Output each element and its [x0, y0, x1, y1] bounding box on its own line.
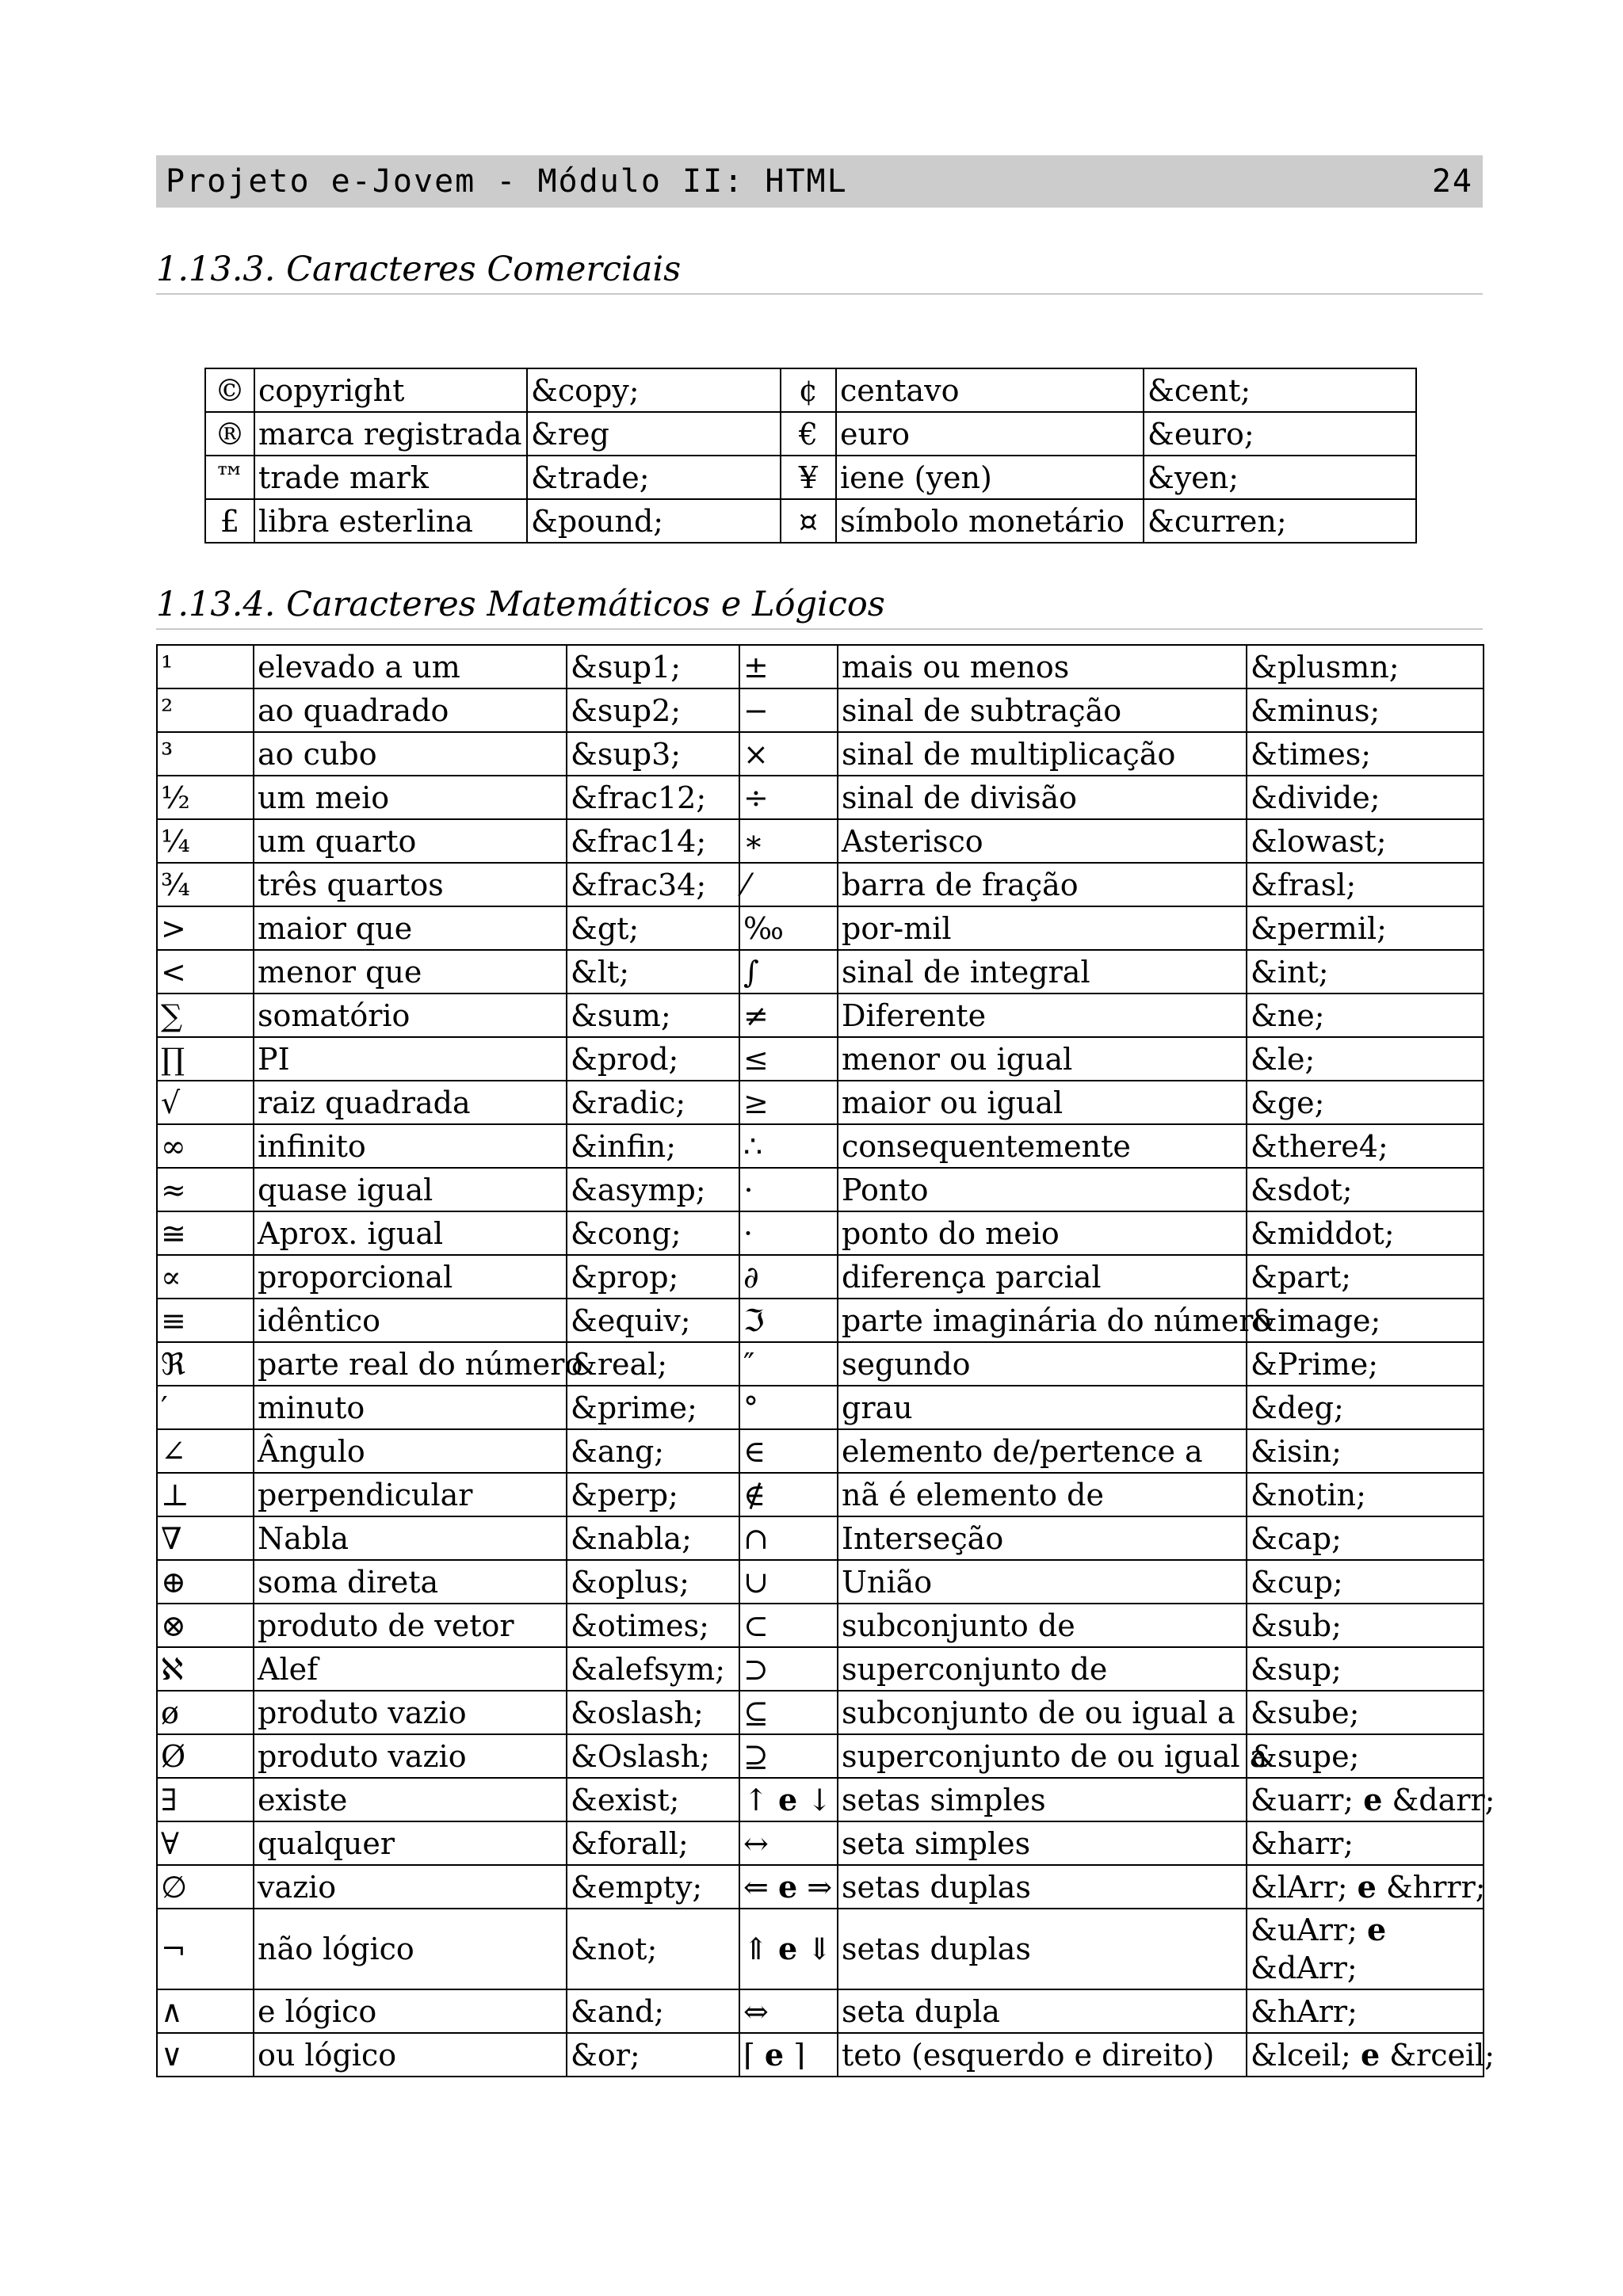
name-cell: subconjunto de ou igual a — [838, 1691, 1247, 1734]
name-cell: qualquer — [254, 1821, 567, 1865]
symbol-pair-cell-part-a: ↑ — [743, 1782, 769, 1817]
name-cell: União — [838, 1560, 1247, 1604]
entity-cell: &notin; — [1247, 1473, 1484, 1516]
symbol-cell: − — [739, 688, 838, 732]
entity-cell: &curren; — [1144, 499, 1416, 543]
table-row — [205, 499, 1416, 543]
name-cell: ao quadrado — [254, 688, 567, 732]
entity-cell: &sube; — [1247, 1691, 1484, 1734]
name-cell: somatório — [254, 994, 567, 1037]
name-cell: produto vazio — [254, 1734, 567, 1778]
symbol-pair-cell — [739, 2033, 838, 2077]
name-cell: libra esterlina — [254, 499, 527, 543]
name-cell: ao cubo — [254, 732, 567, 776]
symbol-pair-cell — [739, 1778, 838, 1821]
name-cell: Diferente — [838, 994, 1247, 1037]
name-cell: idêntico — [254, 1299, 567, 1342]
symbol-cell: ⊥ — [157, 1473, 254, 1516]
symbol-cell: ™ — [205, 456, 254, 499]
symbol-pair-cell-part-b: ⇓ — [807, 1932, 833, 1966]
conjunction-text: e — [777, 1868, 798, 1905]
entity-pair-cell — [1247, 1778, 1495, 1821]
name-cell: mais ou menos — [838, 645, 1247, 688]
name-cell: Interseção — [838, 1516, 1247, 1560]
entity-cell: &permil; — [1247, 906, 1484, 950]
entity-cell: &oslash; — [567, 1691, 739, 1734]
symbol-cell: ∴ — [739, 1124, 838, 1168]
name-cell: setas duplas — [838, 1865, 1247, 1909]
entity-cell: &sum; — [567, 994, 739, 1037]
table-row — [157, 1473, 1484, 1516]
name-cell: segundo — [838, 1342, 1247, 1386]
symbol-cell: ℵ — [157, 1647, 254, 1691]
entity-cell: &asymp; — [567, 1168, 739, 1211]
symbol-cell: ℑ — [739, 1299, 838, 1342]
table-row — [205, 368, 1416, 412]
symbol-cell: ∅ — [157, 1865, 254, 1909]
symbol-cell: ∉ — [739, 1473, 838, 1516]
symbol-cell: ⊃ — [739, 1647, 838, 1691]
entity-cell: &euro; — [1144, 412, 1416, 456]
entity-cell: &perp; — [567, 1473, 739, 1516]
name-cell: um quarto — [254, 819, 567, 863]
table-row — [157, 906, 1484, 950]
entity-pair-cell-part-a: &uArr; — [1251, 1913, 1358, 1947]
symbol-cell: ∝ — [157, 1255, 254, 1299]
name-cell: produto de vetor — [254, 1604, 567, 1647]
entity-cell: &equiv; — [567, 1299, 739, 1342]
name-cell: sinal de multiplicação — [838, 732, 1247, 776]
name-cell: parte real do número — [254, 1342, 567, 1386]
table-row — [157, 1734, 1484, 1778]
entity-cell: &there4; — [1247, 1124, 1484, 1168]
table-caracteres-matematicos — [156, 644, 1495, 2077]
entity-cell: &otimes; — [567, 1604, 739, 1647]
name-cell: teto (esquerdo e direito) — [838, 2033, 1247, 2077]
name-cell: Nabla — [254, 1516, 567, 1560]
table-row — [157, 1909, 1484, 1989]
entity-cell: &deg; — [1247, 1386, 1484, 1429]
name-cell: marca registrada — [254, 412, 527, 456]
table-row — [157, 1037, 1484, 1081]
name-cell: grau — [838, 1386, 1247, 1429]
entity-cell: &ge; — [1247, 1081, 1484, 1124]
name-cell: Ângulo — [254, 1429, 567, 1473]
name-cell: maior ou igual — [838, 1081, 1247, 1124]
name-cell: trade mark — [254, 456, 527, 499]
entity-cell: &or; — [567, 2033, 739, 2077]
symbol-pair-cell — [739, 1909, 838, 1989]
symbol-cell: ⊗ — [157, 1604, 254, 1647]
entity-pair-cell-part-b: &hrrr; — [1385, 1869, 1486, 1905]
name-cell: quase igual — [254, 1168, 567, 1211]
symbol-cell: ¼ — [157, 819, 254, 863]
symbol-cell: ∠ — [157, 1429, 254, 1473]
name-cell: raiz quadrada — [254, 1081, 567, 1124]
table-row — [157, 994, 1484, 1037]
table-row — [157, 645, 1484, 688]
symbol-cell: ″ — [739, 1342, 838, 1386]
entity-cell: &ang; — [567, 1429, 739, 1473]
symbol-cell: ° — [739, 1386, 838, 1429]
entity-cell: &lowast; — [1247, 819, 1484, 863]
entity-cell: &isin; — [1247, 1429, 1484, 1473]
table-row — [157, 1386, 1484, 1429]
symbol-cell: ≅ — [157, 1211, 254, 1255]
name-cell: barra de fração — [838, 863, 1247, 906]
symbol-cell: ≤ — [739, 1037, 838, 1081]
conjunction-text: e — [777, 1781, 798, 1817]
entity-cell: &alefsym; — [567, 1647, 739, 1691]
name-cell: minuto — [254, 1386, 567, 1429]
symbol-cell: Ø — [157, 1734, 254, 1778]
entity-cell: &and; — [567, 1989, 739, 2033]
table-row — [157, 1865, 1484, 1909]
table-row — [157, 1604, 1484, 1647]
entity-cell: &pound; — [527, 499, 781, 543]
table-row — [157, 1560, 1484, 1604]
symbol-cell: ø — [157, 1691, 254, 1734]
table-row — [157, 1299, 1484, 1342]
symbol-cell: ∫ — [739, 950, 838, 994]
entity-cell: &sup; — [1247, 1647, 1484, 1691]
symbol-cell: ∀ — [157, 1821, 254, 1865]
table-row — [157, 1516, 1484, 1560]
entity-cell: &plusmn; — [1247, 645, 1484, 688]
table-row — [205, 412, 1416, 456]
name-cell: símbolo monetário — [836, 499, 1144, 543]
symbol-cell: ¹ — [157, 645, 254, 688]
name-cell: consequentemente — [838, 1124, 1247, 1168]
symbol-cell: > — [157, 906, 254, 950]
symbol-pair-cell-part-b: ⌉ — [793, 2037, 806, 2073]
name-cell: Aprox. igual — [254, 1211, 567, 1255]
entity-cell: &hArr; — [1247, 1989, 1484, 2033]
entity-pair-cell-part-b: &rceil; — [1389, 2037, 1495, 2073]
entity-pair-cell — [1247, 2033, 1495, 2077]
entity-cell: &sup3; — [567, 732, 739, 776]
entity-cell: &prop; — [567, 1255, 739, 1299]
symbol-cell: ∩ — [739, 1516, 838, 1560]
name-cell: um meio — [254, 776, 567, 819]
symbol-cell: ∪ — [739, 1560, 838, 1604]
symbol-cell: ½ — [157, 776, 254, 819]
header-title: Projeto e-Jovem - Módulo II: HTML — [166, 163, 848, 200]
symbol-cell: ∂ — [739, 1255, 838, 1299]
entity-cell: &not; — [567, 1909, 739, 1989]
entity-pair-cell — [1247, 1865, 1484, 1909]
symbol-cell: ⋅ — [739, 1168, 838, 1211]
entity-cell: &forall; — [567, 1821, 739, 1865]
entity-cell: &cap; — [1247, 1516, 1484, 1560]
name-cell: menor ou igual — [838, 1037, 1247, 1081]
symbol-cell: ∃ — [157, 1778, 254, 1821]
symbol-cell: ∈ — [739, 1429, 838, 1473]
entity-cell: &middot; — [1247, 1211, 1484, 1255]
symbol-cell: ∞ — [157, 1124, 254, 1168]
entity-pair-cell-part-b: &dArr; — [1251, 1951, 1358, 1985]
symbol-cell: ÷ — [739, 776, 838, 819]
name-cell: seta simples — [838, 1821, 1247, 1865]
page-number: 24 — [1431, 163, 1473, 200]
symbol-cell: ⊇ — [739, 1734, 838, 1778]
entity-cell: &radic; — [567, 1081, 739, 1124]
table-row — [157, 732, 1484, 776]
table-row — [157, 1821, 1484, 1865]
symbol-cell: ℜ — [157, 1342, 254, 1386]
table-row — [157, 688, 1484, 732]
table-row — [157, 1081, 1484, 1124]
symbol-cell: ⁄ — [739, 863, 838, 906]
name-cell: não lógico — [254, 1909, 567, 1989]
entity-cell: &Oslash; — [567, 1734, 739, 1778]
entity-cell: &nabla; — [567, 1516, 739, 1560]
entity-cell: &ne; — [1247, 994, 1484, 1037]
entity-cell: &le; — [1247, 1037, 1484, 1081]
name-cell: diferença parcial — [838, 1255, 1247, 1299]
table-row — [157, 1255, 1484, 1299]
entity-cell: &sdot; — [1247, 1168, 1484, 1211]
conjunction-text: e — [777, 1931, 798, 1966]
symbol-pair-cell — [739, 1865, 838, 1909]
name-cell: setas simples — [838, 1778, 1247, 1821]
name-cell: existe — [254, 1778, 567, 1821]
entity-cell: &frac12; — [567, 776, 739, 819]
name-cell: elemento de/pertence a — [838, 1429, 1247, 1473]
name-cell: nã é elemento de — [838, 1473, 1247, 1516]
symbol-cell: ≥ — [739, 1081, 838, 1124]
name-cell: sinal de subtração — [838, 688, 1247, 732]
symbol-cell: ∗ — [739, 819, 838, 863]
name-cell: ponto do meio — [838, 1211, 1247, 1255]
symbol-cell: ⊕ — [157, 1560, 254, 1604]
name-cell: iene (yen) — [836, 456, 1144, 499]
entity-pair-cell-part-b: &darr; — [1392, 1782, 1495, 1817]
name-cell: e lógico — [254, 1989, 567, 2033]
symbol-cell: ¤ — [781, 499, 836, 543]
entity-cell: &gt; — [567, 906, 739, 950]
table-row — [157, 1647, 1484, 1691]
name-cell: perpendicular — [254, 1473, 567, 1516]
section-title-matematicos: 1.13.4. Caracteres Matemáticos e Lógicos — [156, 582, 1483, 630]
symbol-cell: ∨ — [157, 2033, 254, 2077]
symbol-cell: ⊆ — [739, 1691, 838, 1734]
table-row — [157, 1211, 1484, 1255]
symbol-cell: ≈ — [157, 1168, 254, 1211]
symbol-cell: ⇔ — [739, 1989, 838, 2033]
entity-cell: &copy; — [527, 368, 781, 412]
symbol-cell: ± — [739, 645, 838, 688]
symbol-cell: ® — [205, 412, 254, 456]
symbol-pair-cell-part-a: ⌈ — [743, 2037, 755, 2073]
entity-pair-cell — [1247, 1909, 1484, 1989]
entity-cell: &part; — [1247, 1255, 1484, 1299]
symbol-cell: < — [157, 950, 254, 994]
symbol-pair-cell-part-b: ↓ — [807, 1782, 833, 1817]
name-cell: menor que — [254, 950, 567, 994]
name-cell: subconjunto de — [838, 1604, 1247, 1647]
table-row — [157, 1124, 1484, 1168]
entity-cell: &sub; — [1247, 1604, 1484, 1647]
page-header — [156, 155, 1483, 208]
symbol-pair-cell-part-a: ⇑ — [743, 1932, 769, 1966]
table-row — [157, 2033, 1484, 2077]
name-cell: três quartos — [254, 863, 567, 906]
conjunction-text: e — [1360, 2036, 1381, 2073]
entity-cell: &image; — [1247, 1299, 1484, 1342]
table-row — [157, 1429, 1484, 1473]
symbol-cell: ∑ — [157, 994, 254, 1037]
symbol-cell: ¬ — [157, 1909, 254, 1989]
entity-cell: &cup; — [1247, 1560, 1484, 1604]
entity-cell: &harr; — [1247, 1821, 1484, 1865]
symbol-cell: ∏ — [157, 1037, 254, 1081]
table-row — [157, 863, 1484, 906]
table-row — [157, 1691, 1484, 1734]
name-cell: por-mil — [838, 906, 1247, 950]
symbol-cell: ¥ — [781, 456, 836, 499]
symbol-cell: ² — [157, 688, 254, 732]
name-cell: soma direta — [254, 1560, 567, 1604]
name-cell: superconjunto de ou igual a — [838, 1734, 1247, 1778]
entity-cell: &int; — [1247, 950, 1484, 994]
entity-cell: &divide; — [1247, 776, 1484, 819]
name-cell: sinal de integral — [838, 950, 1247, 994]
name-cell: maior que — [254, 906, 567, 950]
symbol-cell: ∇ — [157, 1516, 254, 1560]
entity-cell: &frasl; — [1247, 863, 1484, 906]
name-cell: Asterisco — [838, 819, 1247, 863]
symbol-cell: ⊂ — [739, 1604, 838, 1647]
entity-cell: &Prime; — [1247, 1342, 1484, 1386]
table-row — [157, 1778, 1484, 1821]
symbol-pair-cell-part-a: ⇐ — [743, 1869, 769, 1905]
entity-pair-cell-part-a: &lceil; — [1251, 2037, 1351, 2073]
name-cell: PI — [254, 1037, 567, 1081]
entity-cell: &yen; — [1144, 456, 1416, 499]
table-row — [157, 1989, 1484, 2033]
symbol-cell: £ — [205, 499, 254, 543]
name-cell: centavo — [836, 368, 1144, 412]
entity-cell: &minus; — [1247, 688, 1484, 732]
entity-cell: &cent; — [1144, 368, 1416, 412]
table-row — [205, 456, 1416, 499]
name-cell: ou lógico — [254, 2033, 567, 2077]
entity-cell: &trade; — [527, 456, 781, 499]
entity-cell: &cong; — [567, 1211, 739, 1255]
symbol-cell: ∧ — [157, 1989, 254, 2033]
entity-cell: &prime; — [567, 1386, 739, 1429]
symbol-cell: × — [739, 732, 838, 776]
entity-cell: &times; — [1247, 732, 1484, 776]
entity-cell: &reg — [527, 412, 781, 456]
entity-cell: &sup1; — [567, 645, 739, 688]
section-title-comerciais: 1.13.3. Caracteres Comerciais — [156, 247, 1483, 295]
entity-cell: &real; — [567, 1342, 739, 1386]
entity-pair-cell-part-a: &lArr; — [1251, 1869, 1348, 1905]
symbol-cell: · — [739, 1211, 838, 1255]
name-cell: setas duplas — [838, 1909, 1247, 1989]
name-cell: infinito — [254, 1124, 567, 1168]
conjunction-text: e — [1363, 1781, 1383, 1817]
symbol-pair-cell-part-b: ⇒ — [807, 1869, 833, 1905]
entity-cell: &supe; — [1247, 1734, 1484, 1778]
table-row — [157, 950, 1484, 994]
entity-cell: &frac14; — [567, 819, 739, 863]
symbol-cell: ≠ — [739, 994, 838, 1037]
entity-cell: &infin; — [567, 1124, 739, 1168]
symbol-cell: © — [205, 368, 254, 412]
table-row — [157, 776, 1484, 819]
symbol-cell: € — [781, 412, 836, 456]
table-row — [157, 1168, 1484, 1211]
name-cell: vazio — [254, 1865, 567, 1909]
entity-cell: &lt; — [567, 950, 739, 994]
name-cell: Alef — [254, 1647, 567, 1691]
entity-cell: &oplus; — [567, 1560, 739, 1604]
entity-pair-cell-part-a: &uarr; — [1251, 1782, 1354, 1817]
name-cell: produto vazio — [254, 1691, 567, 1734]
name-cell: parte imaginária do número — [838, 1299, 1247, 1342]
entity-cell: &empty; — [567, 1865, 739, 1909]
symbol-cell: ‰ — [739, 906, 838, 950]
symbol-cell: ¾ — [157, 863, 254, 906]
table-row — [157, 819, 1484, 863]
entity-cell: &prod; — [567, 1037, 739, 1081]
name-cell: Ponto — [838, 1168, 1247, 1211]
name-cell: superconjunto de — [838, 1647, 1247, 1691]
name-cell: sinal de divisão — [838, 776, 1247, 819]
name-cell: euro — [836, 412, 1144, 456]
entity-cell: &exist; — [567, 1778, 739, 1821]
name-cell: elevado a um — [254, 645, 567, 688]
entity-cell: &sup2; — [567, 688, 739, 732]
symbol-cell: ′ — [157, 1386, 254, 1429]
symbol-cell: ≡ — [157, 1299, 254, 1342]
name-cell: proporcional — [254, 1255, 567, 1299]
conjunction-text: e — [1366, 1912, 1387, 1947]
symbol-cell: √ — [157, 1081, 254, 1124]
symbol-cell: ³ — [157, 732, 254, 776]
symbol-cell: ↔ — [739, 1821, 838, 1865]
symbol-cell: ¢ — [781, 368, 836, 412]
conjunction-text: e — [764, 2036, 785, 2073]
entity-cell: &frac34; — [567, 863, 739, 906]
name-cell: copyright — [254, 368, 527, 412]
name-cell: seta dupla — [838, 1989, 1247, 2033]
table-row — [157, 1342, 1484, 1386]
conjunction-text: e — [1357, 1868, 1377, 1905]
table-caracteres-comerciais — [204, 368, 1417, 543]
